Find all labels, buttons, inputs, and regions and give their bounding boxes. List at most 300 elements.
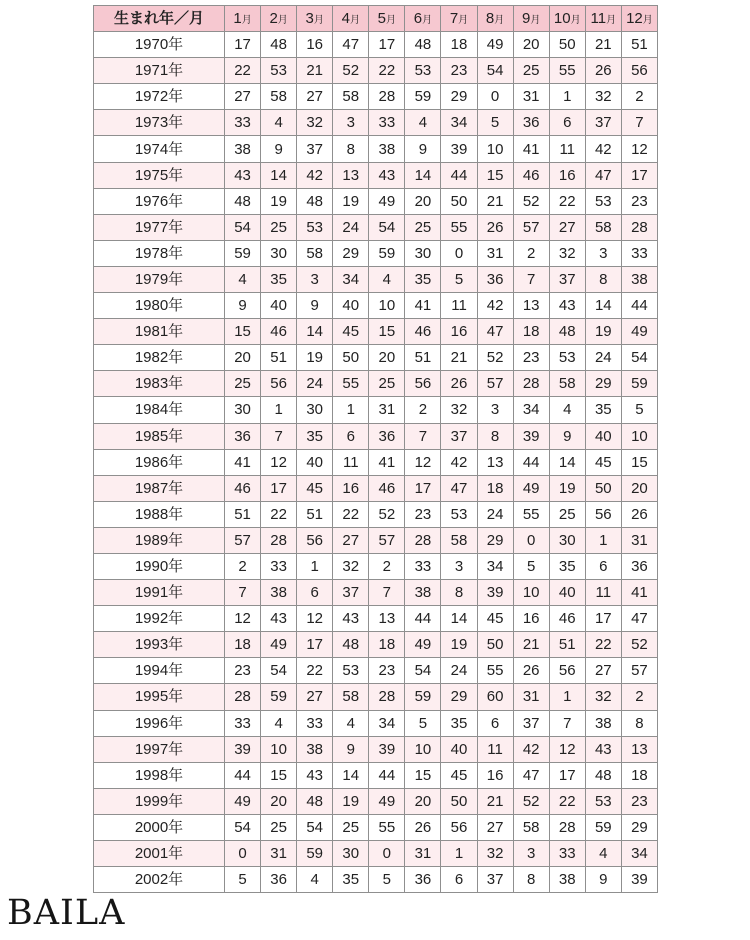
- year-cell: 1997年: [94, 736, 225, 762]
- value-cell: 16: [333, 475, 369, 501]
- value-cell: 13: [333, 162, 369, 188]
- value-cell: 32: [333, 553, 369, 579]
- value-cell: 4: [297, 867, 333, 893]
- value-cell: 37: [513, 710, 549, 736]
- value-cell: 44: [513, 449, 549, 475]
- value-cell: 33: [405, 553, 441, 579]
- value-cell: 46: [225, 475, 261, 501]
- value-cell: 32: [441, 397, 477, 423]
- value-cell: 27: [297, 684, 333, 710]
- value-cell: 9: [585, 867, 621, 893]
- month-header-cell: [513, 6, 549, 32]
- value-cell: 18: [225, 632, 261, 658]
- value-cell: 49: [369, 188, 405, 214]
- value-cell: 16: [297, 32, 333, 58]
- value-cell: 17: [369, 32, 405, 58]
- value-cell: 21: [477, 788, 513, 814]
- value-cell: 25: [261, 214, 297, 240]
- value-cell: 35: [297, 423, 333, 449]
- month-number: 9: [521, 10, 531, 28]
- value-cell: 38: [549, 867, 585, 893]
- value-cell: 52: [333, 58, 369, 84]
- value-cell: 41: [369, 449, 405, 475]
- value-cell: 15: [621, 449, 657, 475]
- value-cell: 34: [477, 553, 513, 579]
- value-cell: 27: [333, 527, 369, 553]
- value-cell: 8: [441, 580, 477, 606]
- value-cell: 19: [333, 188, 369, 214]
- value-cell: 48: [549, 319, 585, 345]
- value-cell: 41: [405, 293, 441, 319]
- value-cell: 45: [297, 475, 333, 501]
- value-cell: 56: [441, 814, 477, 840]
- value-cell: 54: [297, 814, 333, 840]
- month-unit: 月: [241, 15, 252, 27]
- value-cell: 18: [513, 319, 549, 345]
- value-cell: 2: [621, 684, 657, 710]
- baila-logo: BAILA: [7, 893, 126, 933]
- value-cell: 8: [621, 710, 657, 736]
- month-unit: 月: [313, 15, 324, 27]
- month-header-cell: [225, 6, 261, 32]
- value-cell: 54: [225, 214, 261, 240]
- value-cell: 21: [513, 632, 549, 658]
- value-cell: 31: [513, 684, 549, 710]
- value-cell: 38: [225, 136, 261, 162]
- value-cell: 51: [297, 501, 333, 527]
- value-cell: 33: [549, 841, 585, 867]
- value-cell: 40: [585, 423, 621, 449]
- value-cell: 50: [441, 788, 477, 814]
- value-cell: 34: [369, 710, 405, 736]
- value-cell: 25: [549, 501, 585, 527]
- value-cell: 7: [405, 423, 441, 449]
- value-cell: 57: [513, 214, 549, 240]
- table-body: [94, 32, 658, 893]
- value-cell: 35: [261, 266, 297, 292]
- table-row: [94, 84, 658, 110]
- value-cell: 37: [297, 136, 333, 162]
- value-cell: 10: [405, 736, 441, 762]
- value-cell: 50: [333, 345, 369, 371]
- value-cell: 28: [225, 684, 261, 710]
- year-cell: 1986年: [94, 449, 225, 475]
- value-cell: 4: [261, 710, 297, 736]
- value-cell: 14: [261, 162, 297, 188]
- value-cell: 1: [333, 397, 369, 423]
- value-cell: 9: [261, 136, 297, 162]
- table-row: [94, 266, 658, 292]
- value-cell: 30: [261, 240, 297, 266]
- value-cell: 31: [477, 240, 513, 266]
- table-row: [94, 319, 658, 345]
- value-cell: 59: [621, 371, 657, 397]
- value-cell: 25: [261, 814, 297, 840]
- value-cell: 9: [297, 293, 333, 319]
- value-cell: 3: [333, 110, 369, 136]
- value-cell: 59: [261, 684, 297, 710]
- value-cell: 8: [585, 266, 621, 292]
- value-cell: 60: [477, 684, 513, 710]
- value-cell: 37: [549, 266, 585, 292]
- value-cell: 43: [261, 606, 297, 632]
- value-cell: 2: [369, 553, 405, 579]
- year-cell: 1985年: [94, 423, 225, 449]
- value-cell: 6: [333, 423, 369, 449]
- month-header-cell: [549, 6, 585, 32]
- value-cell: 6: [441, 867, 477, 893]
- value-cell: 35: [333, 867, 369, 893]
- value-cell: 12: [549, 736, 585, 762]
- value-cell: 41: [621, 580, 657, 606]
- value-cell: 7: [261, 423, 297, 449]
- value-cell: 19: [441, 632, 477, 658]
- year-cell: 1979年: [94, 266, 225, 292]
- value-cell: 38: [297, 736, 333, 762]
- value-cell: 27: [585, 658, 621, 684]
- value-cell: 17: [261, 475, 297, 501]
- value-cell: 1: [549, 84, 585, 110]
- value-cell: 28: [369, 84, 405, 110]
- value-cell: 22: [225, 58, 261, 84]
- value-cell: 31: [621, 527, 657, 553]
- value-cell: 56: [405, 371, 441, 397]
- value-cell: 15: [369, 319, 405, 345]
- value-cell: 47: [621, 606, 657, 632]
- table-row: [94, 397, 658, 423]
- value-cell: 53: [405, 58, 441, 84]
- value-cell: 36: [477, 266, 513, 292]
- value-cell: 13: [621, 736, 657, 762]
- value-cell: 13: [513, 293, 549, 319]
- month-unit: 月: [386, 15, 397, 27]
- value-cell: 21: [297, 58, 333, 84]
- table-row: [94, 814, 658, 840]
- value-cell: 59: [369, 240, 405, 266]
- value-cell: 31: [405, 841, 441, 867]
- value-cell: 18: [477, 475, 513, 501]
- month-number: 10: [553, 10, 571, 28]
- value-cell: 21: [477, 188, 513, 214]
- value-cell: 12: [225, 606, 261, 632]
- value-cell: 40: [333, 293, 369, 319]
- value-cell: 39: [225, 736, 261, 762]
- value-cell: 50: [549, 32, 585, 58]
- value-cell: 24: [477, 501, 513, 527]
- value-cell: 27: [477, 814, 513, 840]
- table-row: [94, 371, 658, 397]
- month-unit: 月: [570, 15, 581, 27]
- value-cell: 52: [621, 632, 657, 658]
- value-cell: 22: [297, 658, 333, 684]
- value-cell: 45: [585, 449, 621, 475]
- value-cell: 4: [405, 110, 441, 136]
- value-cell: 39: [441, 136, 477, 162]
- value-cell: 48: [261, 32, 297, 58]
- value-cell: 11: [585, 580, 621, 606]
- value-cell: 42: [477, 293, 513, 319]
- value-cell: 44: [405, 606, 441, 632]
- value-cell: 10: [513, 580, 549, 606]
- value-cell: 7: [225, 580, 261, 606]
- value-cell: 0: [513, 527, 549, 553]
- value-cell: 25: [405, 214, 441, 240]
- value-cell: 18: [441, 32, 477, 58]
- value-cell: 3: [477, 397, 513, 423]
- value-cell: 14: [297, 319, 333, 345]
- value-cell: 25: [225, 371, 261, 397]
- value-cell: 21: [585, 32, 621, 58]
- value-cell: 57: [225, 527, 261, 553]
- value-cell: 29: [333, 240, 369, 266]
- value-cell: 38: [261, 580, 297, 606]
- value-cell: 20: [513, 32, 549, 58]
- year-cell: 1996年: [94, 710, 225, 736]
- value-cell: 16: [477, 762, 513, 788]
- value-cell: 44: [621, 293, 657, 319]
- value-cell: 51: [621, 32, 657, 58]
- table-row: [94, 788, 658, 814]
- year-cell: 1976年: [94, 188, 225, 214]
- value-cell: 4: [369, 266, 405, 292]
- value-cell: 47: [513, 762, 549, 788]
- value-cell: 49: [369, 788, 405, 814]
- value-cell: 14: [333, 762, 369, 788]
- value-cell: 25: [369, 371, 405, 397]
- value-cell: 32: [585, 84, 621, 110]
- value-cell: 55: [333, 371, 369, 397]
- value-cell: 53: [585, 788, 621, 814]
- table-row: [94, 580, 658, 606]
- value-cell: 36: [225, 423, 261, 449]
- month-header-cell: [297, 6, 333, 32]
- value-cell: 6: [549, 110, 585, 136]
- value-cell: 16: [441, 319, 477, 345]
- month-unit: 月: [277, 15, 288, 27]
- value-cell: 26: [513, 658, 549, 684]
- value-cell: 58: [549, 371, 585, 397]
- table-row: [94, 475, 658, 501]
- value-cell: 5: [225, 867, 261, 893]
- table-row: [94, 32, 658, 58]
- value-cell: 2: [225, 553, 261, 579]
- value-cell: 55: [513, 501, 549, 527]
- table-row: [94, 606, 658, 632]
- value-cell: 39: [513, 423, 549, 449]
- value-cell: 26: [477, 214, 513, 240]
- value-cell: 33: [261, 553, 297, 579]
- month-header-cell: [333, 6, 369, 32]
- value-cell: 49: [477, 32, 513, 58]
- value-cell: 33: [297, 710, 333, 736]
- year-cell: 2001年: [94, 841, 225, 867]
- value-cell: 20: [261, 788, 297, 814]
- year-cell: 2000年: [94, 814, 225, 840]
- value-cell: 54: [621, 345, 657, 371]
- value-cell: 32: [297, 110, 333, 136]
- value-cell: 4: [549, 397, 585, 423]
- table-row: [94, 867, 658, 893]
- table-row: [94, 214, 658, 240]
- value-cell: 14: [405, 162, 441, 188]
- year-month-header-cell: 生まれ年／月: [94, 6, 225, 32]
- month-header-cell: [441, 6, 477, 32]
- value-cell: 53: [441, 501, 477, 527]
- year-cell: 1981年: [94, 319, 225, 345]
- value-cell: 58: [585, 214, 621, 240]
- value-cell: 54: [261, 658, 297, 684]
- value-cell: 29: [441, 84, 477, 110]
- table-row: [94, 110, 658, 136]
- birth-year-month-table: [93, 5, 658, 893]
- value-cell: 57: [369, 527, 405, 553]
- year-cell: 1973年: [94, 110, 225, 136]
- value-cell: 48: [297, 788, 333, 814]
- value-cell: 41: [513, 136, 549, 162]
- value-cell: 59: [405, 684, 441, 710]
- value-cell: 19: [261, 188, 297, 214]
- value-cell: 9: [225, 293, 261, 319]
- month-unit: 月: [530, 15, 541, 27]
- value-cell: 36: [405, 867, 441, 893]
- value-cell: 28: [369, 684, 405, 710]
- value-cell: 40: [297, 449, 333, 475]
- value-cell: 3: [513, 841, 549, 867]
- year-cell: 1983年: [94, 371, 225, 397]
- month-header-cell: [621, 6, 657, 32]
- value-cell: 42: [585, 136, 621, 162]
- value-cell: 47: [441, 475, 477, 501]
- table-row: [94, 58, 658, 84]
- value-cell: 50: [585, 475, 621, 501]
- value-cell: 39: [477, 580, 513, 606]
- value-cell: 33: [369, 110, 405, 136]
- value-cell: 52: [477, 345, 513, 371]
- value-cell: 2: [513, 240, 549, 266]
- value-cell: 17: [225, 32, 261, 58]
- month-number: 7: [449, 10, 459, 28]
- table-row: [94, 293, 658, 319]
- value-cell: 46: [405, 319, 441, 345]
- value-cell: 52: [513, 788, 549, 814]
- value-cell: 46: [261, 319, 297, 345]
- month-unit: 月: [422, 15, 433, 27]
- value-cell: 3: [585, 240, 621, 266]
- value-cell: 5: [477, 110, 513, 136]
- value-cell: 0: [477, 84, 513, 110]
- value-cell: 37: [477, 867, 513, 893]
- value-cell: 47: [477, 319, 513, 345]
- value-cell: 20: [621, 475, 657, 501]
- value-cell: 28: [621, 214, 657, 240]
- year-cell: 1999年: [94, 788, 225, 814]
- year-cell: 1987年: [94, 475, 225, 501]
- value-cell: 56: [297, 527, 333, 553]
- value-cell: 49: [225, 788, 261, 814]
- value-cell: 43: [369, 162, 405, 188]
- value-cell: 50: [477, 632, 513, 658]
- value-cell: 3: [441, 553, 477, 579]
- table-row: [94, 736, 658, 762]
- month-header-cell: [477, 6, 513, 32]
- value-cell: 4: [585, 841, 621, 867]
- value-cell: 22: [333, 501, 369, 527]
- table-row: [94, 841, 658, 867]
- value-cell: 48: [585, 762, 621, 788]
- value-cell: 48: [225, 188, 261, 214]
- value-cell: 12: [405, 449, 441, 475]
- value-cell: 8: [477, 423, 513, 449]
- value-cell: 22: [261, 501, 297, 527]
- value-cell: 31: [261, 841, 297, 867]
- value-cell: 5: [405, 710, 441, 736]
- value-cell: 0: [369, 841, 405, 867]
- value-cell: 59: [225, 240, 261, 266]
- value-cell: 5: [441, 266, 477, 292]
- value-cell: 34: [513, 397, 549, 423]
- value-cell: 38: [405, 580, 441, 606]
- value-cell: 55: [549, 58, 585, 84]
- value-cell: 4: [225, 266, 261, 292]
- table-row: [94, 188, 658, 214]
- value-cell: 9: [405, 136, 441, 162]
- value-cell: 1: [441, 841, 477, 867]
- value-cell: 33: [621, 240, 657, 266]
- value-cell: 18: [621, 762, 657, 788]
- value-cell: 15: [225, 319, 261, 345]
- table-head: [94, 6, 658, 32]
- value-cell: 10: [477, 136, 513, 162]
- value-cell: 1: [261, 397, 297, 423]
- month-number: 8: [485, 10, 495, 28]
- value-cell: 14: [585, 293, 621, 319]
- table-row: [94, 240, 658, 266]
- value-cell: 22: [585, 632, 621, 658]
- value-cell: 56: [585, 501, 621, 527]
- year-cell: 1994年: [94, 658, 225, 684]
- value-cell: 27: [297, 84, 333, 110]
- value-cell: 19: [333, 788, 369, 814]
- value-cell: 38: [369, 136, 405, 162]
- month-number: 12: [626, 10, 643, 28]
- value-cell: 6: [477, 710, 513, 736]
- value-cell: 12: [621, 136, 657, 162]
- year-cell: 1971年: [94, 58, 225, 84]
- value-cell: 25: [513, 58, 549, 84]
- table-row: [94, 501, 658, 527]
- year-cell: 1972年: [94, 84, 225, 110]
- value-cell: 51: [225, 501, 261, 527]
- value-cell: 13: [369, 606, 405, 632]
- value-cell: 7: [621, 110, 657, 136]
- value-cell: 30: [333, 841, 369, 867]
- value-cell: 12: [261, 449, 297, 475]
- value-cell: 22: [549, 788, 585, 814]
- value-cell: 37: [441, 423, 477, 449]
- value-cell: 21: [441, 345, 477, 371]
- value-cell: 41: [225, 449, 261, 475]
- year-cell: 1974年: [94, 136, 225, 162]
- value-cell: 37: [333, 580, 369, 606]
- value-cell: 3: [297, 266, 333, 292]
- value-cell: 44: [225, 762, 261, 788]
- value-cell: 1: [549, 684, 585, 710]
- value-cell: 39: [621, 867, 657, 893]
- value-cell: 17: [549, 762, 585, 788]
- value-cell: 31: [513, 84, 549, 110]
- value-cell: 29: [621, 814, 657, 840]
- value-cell: 10: [621, 423, 657, 449]
